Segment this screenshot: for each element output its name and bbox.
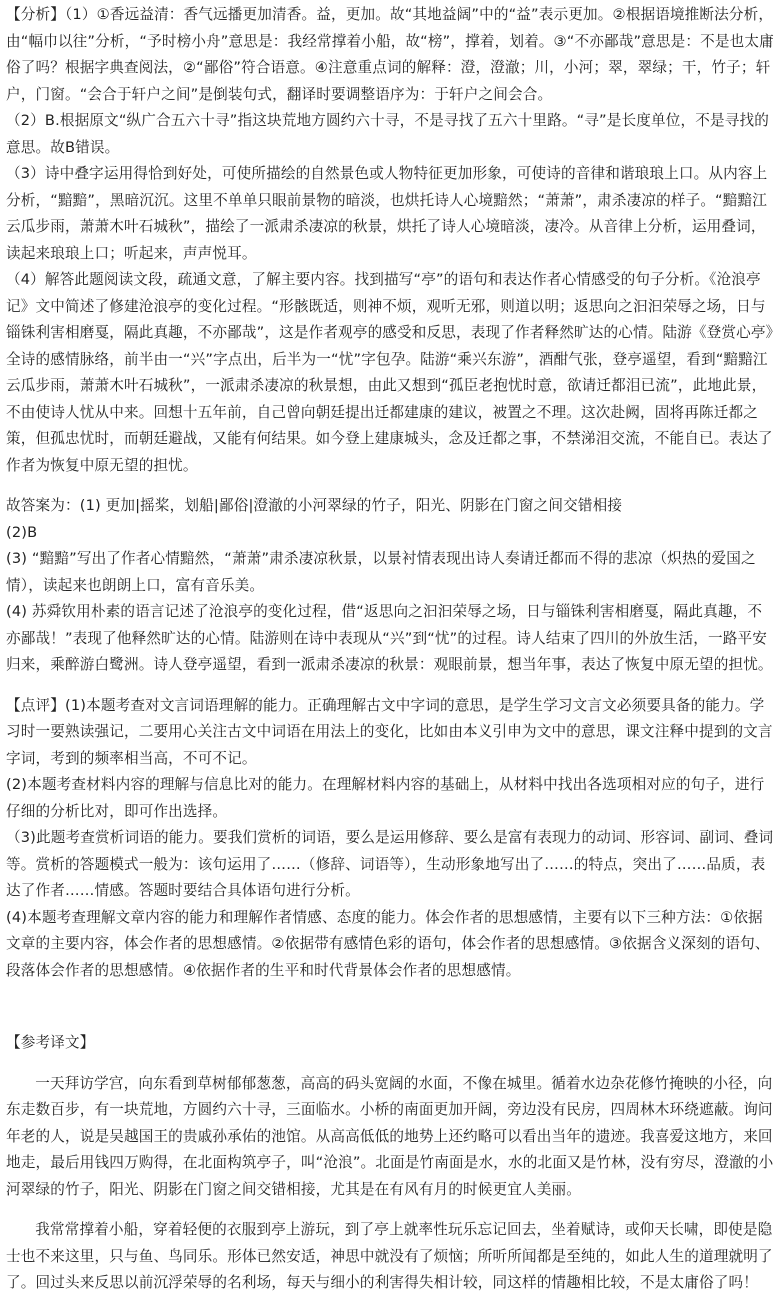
analysis-part-1: 【分析】（1）①香远益清：香气远播更加清香。益，更加。故“其地益阔”中的“益”表示更加。②根据语境推断法分析，由“幅巾以往”分析，“予时榜小舟”意思是：我经常撑着小船，故“榜”，撑着，划着。③“不亦鄙哉”意思是：不是也太庸俗了吗？根据字典查阅法，②“鄙俗”符合语意。④注意重点词的解释：澄，澄澈；川，小河；翠，翠绿；干，竹子；轩户，门窗。“会合于轩户之间”是倒装句式，翻译时要调整语序为：于轩户之间会合。 bbox=[6, 6, 774, 103]
answer-4: (4) 苏舜钦用朴素的语言记述了沧浪亭的变化过程，借“返思向之汩汩荣辱之场，日与锱铢利害相磨戛，隔此真趣，不亦鄙哉！”表现了他释然旷达的心情。陆游则在诗中表现从“兴”到“忧”的过程。诗人结束了四川的外放生活，一路平安归来，乘醉游白鹭洲。诗人登亭遥望，看到一派肃杀凄凉的秋景：观眼前景，想当年事，表达了恢复中原无望的担忧。 bbox=[6, 603, 773, 673]
comment-4: (4)本题考查理解文章内容的能力和理解作者情感、态度的能力。体会作者的思想感情，主要有以下三种方法：①依据文章的主要内容，体会作者的思想感情。②依据带有感情色彩的语句，体会作者的思想感情。③依据含义深刻的语句、段落体会作者的思想感情。④依据作者的生平和时代背景体会作者的思想感情。 bbox=[6, 908, 770, 979]
answer-1: 故答案为：(1) 更加|摇桨，划船|鄙俗|澄澈的小河翠绿的竹子，阳光、阴影在门窗之间交错相接 bbox=[6, 497, 623, 514]
comment-section bbox=[6, 693, 774, 985]
spacer bbox=[6, 479, 774, 493]
spacer bbox=[6, 1203, 774, 1217]
translation-paragraph-1: 一天拜访学宫，向东看到草树郁郁葱葱，高高的码头宽阔的水面，不像在城里。循着水边杂花修竹掩映的小径，向东走数百步，有一块荒地，方圆约六十寻，三面临水。小桥的南面更加开阔，旁边没有民房，四周林木环绕遮蔽。询问年老的人，说是吴越国王的贵戚孙承佑的池馆。从高高低低的地势上还约略可以看出当年的遗迹。我喜爱这地方，来回地走，最后用钱四万购得，在北面构筑亭子，叫“沧浪”。北面是竹南面是水，水的北面又是竹林，没有穷尽，澄澈的小河翠绿的竹子，阳光、阴影在门窗之间交错相接，尤其是在有风有月的时候更宜人美丽。 bbox=[6, 1074, 774, 1198]
translation-heading: 【参考译文】 bbox=[6, 1034, 95, 1051]
answer-section bbox=[6, 493, 774, 679]
answer-2: (2)B bbox=[6, 523, 38, 541]
spacer bbox=[6, 1057, 774, 1071]
analysis-part-4: （4）解答此题阅读文段，疏通文意，了解主要内容。找到描写“亭”的语句和表达作者心情感受的句子分析。《沧浪亭记》文中简述了修建沧浪亭的变化过程。“形骸既适，则神不烦，观听无邪，则道以明；返思向之汩汩荣辱之场，日与锱铢利害相磨戛，隔此真趣，不亦鄙哉”，这是作者观亭的感受和反思，表现了作者释然旷达的心情。陆游《登赏心亭》全诗的感情脉络，前半由一“兴”字点出，后半为一“忧”字包孕。陆游“乘兴东游”，酒酣气张，登亭遥望，看到“黯黯江云瓜步雨，萧萧木叶石城秋”，一派肃杀凄凉的秋景想，由此又想到“孤臣老抱忧时意，欲请迁都泪已流”，此地此景，不由使诗人忧从中来。回想十五年前，自己曾向朝廷提出迁都建康的建议，被置之不理。这次赴阙，固将再陈迁都之策，但孤忠忧时，而朝廷避战，又能有何结果。如今登上建康城头，念及迁都之事，不禁涕泪交流，不能自已。表达了作者为恢复中原无望的担忧。 bbox=[6, 271, 774, 474]
spacer bbox=[6, 984, 774, 1030]
analysis-part-3: （3）诗中叠字运用得恰到好处，可使所描绘的自然景色或人物特征更加形象，可使诗的音律和谐琅琅上口。从内容上分析，“黯黯”，黑暗沉沉。这里不单单只眼前景物的暗淡，也烘托诗人心境黯然；“萧萧”，肃杀凄凉的样子。“黯黯江云瓜步雨，萧萧木叶石城秋”，描绘了一派肃杀凄凉的秋景，烘托了诗人心境暗淡，凄冷。从音律上分析，运用叠词，读起来琅琅上口；听起来，声声悦耳。 bbox=[6, 165, 768, 262]
translation-paragraph-2: 我常常撑着小船，穿着轻便的衣服到亭上游玩，到了亭上就率性玩乐忘记回去，坐着赋诗，或仰天长啸，即使是隐士也不来这里，只与鱼、鸟同乐。形体已然安适，神思中就没有了烦恼；所听所闻都是至纯的，如此人生的道理就明了了。回过头来反思以前沉浮荣辱的名利场，每天与细小的利害得失相计较，同这样的情趣相比较，不是太庸俗了吗！ bbox=[6, 1221, 773, 1291]
analysis-part-2: （2）B.根据原文“纵广合五六十寻”指这块荒地方圆约六十寻，不是寻找了五六十里路。“寻”是长度单位，不是寻找的意思。故B错误。 bbox=[6, 112, 769, 156]
answer-3: (3) “黯黯”写出了作者心情黯然，“萧萧”肃杀凄凉秋景，以景衬情表现出诗人奏请迁都而不得的悲凉（炽热的爱国之情），读起来也朗朗上口，富有音乐美。 bbox=[6, 550, 756, 594]
analysis-section bbox=[6, 2, 774, 479]
translation-section bbox=[6, 1030, 774, 1297]
comment-2: (2)本题考查材料内容的理解与信息比对的能力。在理解材料内容的基础上，从材料中找出各选项相对应的句子，进行仔细的分析比对，即可作出选择。 bbox=[6, 776, 765, 820]
comment-1: 【点评】(1)本题考查对文言词语理解的能力。正确理解古文中字词的意思，是学生学习文言文必须要具备的能力。学习时一要熟读强记，二要用心关注古文中词语在用法上的变化，比如由本义引申为文中的意思，课文注释中提到的文言字词，考到的频率相当高，不可不记。 bbox=[6, 696, 773, 767]
spacer bbox=[6, 679, 774, 693]
comment-3: （3)此题考查赏析词语的能力。要我们赏析的词语，要么是运用修辞、要么是富有表现力的动词、形容词、副词、叠词等。赏析的答题模式一般为：该句运用了……（修辞、词语等），生动形象地写出了……的特点，突出了……品质，表达了作者……情感。答题时要结合具体语句进行分析。 bbox=[6, 829, 774, 899]
